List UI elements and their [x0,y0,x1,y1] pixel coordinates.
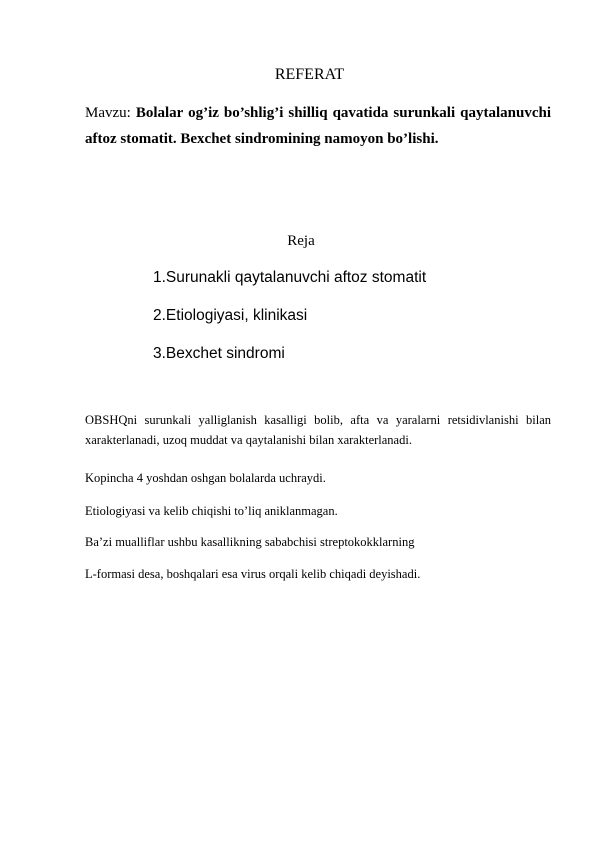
paragraph: L-formasi desa, boshqalari esa virus orqali kelib chiqadi deyishadi. [85,567,421,581]
topic-line [85,100,551,152]
plan-item: 1.Surunakli qaytalanuvchi aftoz stomatit [153,269,427,286]
paragraph: OBSHQni surunkali yalliglanish kasalligi bolib, afta va yaralarni retsidivlanishi bilan xarakterlanadi, uzoq muddat va qaytalanishi bilan xarakterlanadi. [85,413,551,447]
paragraph: Ba’zi mualliflar ushbu kasallikning sababchisi streptokokklarning [85,535,415,549]
topic-text: Bolalar og’iz bo’shlig’i shilliq qavatida surunkali qaytalanuvchi aftoz stomatit. Bexchet sindromining namoyon bo’lishi. [85,105,551,147]
plan-item: 2.Etiologiyasi, klinikasi [153,307,308,324]
paragraph: Etiologiyasi va kelib chiqishi to’liq aniklanmagan. [85,504,338,518]
paragraph: Kopincha 4 yoshdan oshgan bolalarda uchraydi. [85,471,326,485]
topic-prefix: Mavzu: [85,105,131,121]
document-title: REFERAT [274,66,345,83]
plan-item: 3.Bexchet sindromi [153,345,285,362]
plan-title: Reja [287,233,315,249]
